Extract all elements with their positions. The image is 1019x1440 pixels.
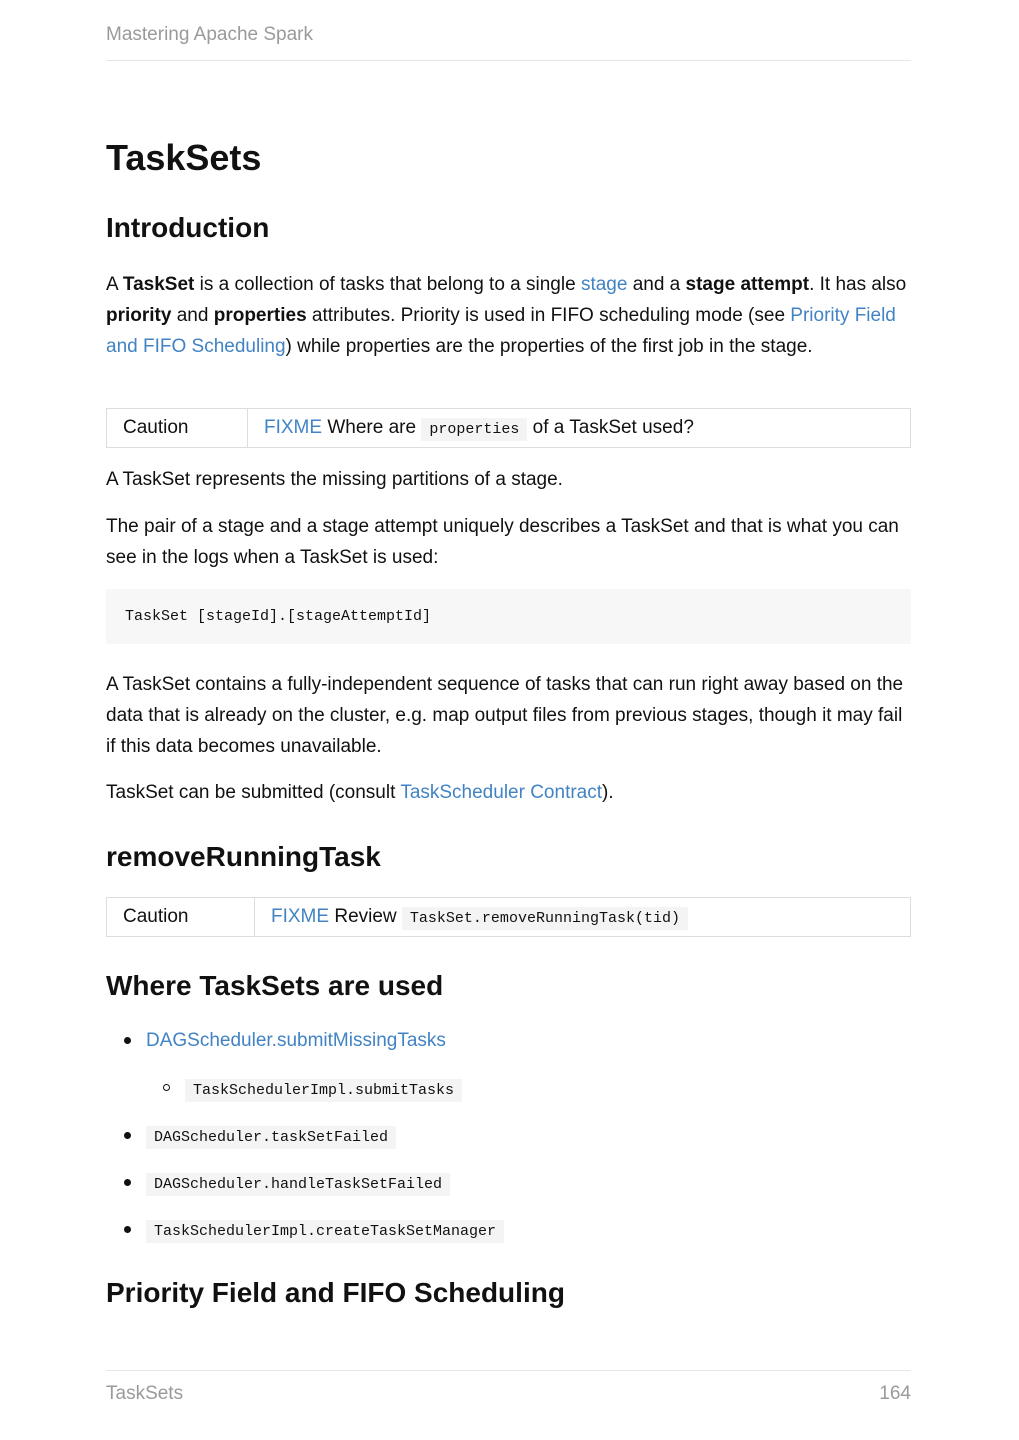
paragraph: The pair of a stage and a stage attempt uniquely describes a TaskSet and that is what you can see in the logs when a TaskSet is used:: [106, 516, 899, 568]
caution-label: Caution: [107, 409, 248, 447]
heading-removerunningtask: removeRunningTask: [106, 841, 381, 872]
text: A: [106, 274, 123, 295]
paragraph: A TaskSet represents the missing partitions of a stage.: [106, 469, 563, 490]
link-submitmissingtasks[interactable]: DAGScheduler.submitMissingTasks: [146, 1030, 446, 1051]
list-item: [146, 1029, 446, 1053]
running-header: Mastering Apache Spark: [106, 24, 314, 45]
list-item: [146, 1218, 504, 1244]
bullet-icon: [124, 1179, 131, 1186]
text: and a: [627, 274, 686, 295]
text: attributes. Priority is used in FIFO scheduling mode (see: [306, 305, 791, 326]
term-priority: priority: [106, 305, 172, 326]
caution-body: [248, 417, 694, 439]
list-item: [146, 1124, 396, 1150]
inline-code: TaskSchedulerImpl.createTaskSetManager: [146, 1220, 504, 1243]
link-priority-fifo[interactable]: Priority Field and FIFO Scheduling: [106, 305, 896, 357]
link-taskscheduler-contract[interactable]: TaskScheduler Contract: [400, 782, 603, 803]
inline-code: DAGScheduler.taskSetFailed: [146, 1126, 396, 1149]
heading-introduction: Introduction: [106, 212, 270, 243]
inline-code: DAGScheduler.handleTaskSetFailed: [146, 1173, 450, 1196]
inline-code: properties: [421, 418, 527, 441]
text: Review: [329, 906, 402, 927]
text: is a collection of tasks that belong to a single: [194, 274, 581, 295]
text: TaskSet can be submitted (consult: [106, 782, 401, 803]
bullet-icon: [124, 1226, 131, 1233]
text: ) while properties are the properties of the first job in the stage.: [285, 336, 813, 357]
circle-bullet-icon: [163, 1084, 170, 1091]
intro-paragraph: [106, 269, 911, 362]
paragraph: [106, 777, 911, 808]
caution-label: Caution: [107, 898, 255, 936]
inline-code: TaskSchedulerImpl.submitTasks: [185, 1079, 462, 1102]
fixme-link[interactable]: FIXME: [264, 417, 323, 438]
text: . It has also: [809, 274, 907, 295]
term-stage-attempt: stage attempt: [685, 274, 810, 295]
page-number: 164: [879, 1383, 911, 1404]
text: ).: [602, 782, 614, 803]
fixme-link[interactable]: FIXME: [271, 906, 330, 927]
term-taskset: TaskSet: [122, 274, 195, 295]
bullet-icon: [124, 1037, 131, 1044]
text: Where are: [322, 417, 422, 438]
heading-priority-fifo: Priority Field and FIFO Scheduling: [106, 1277, 565, 1308]
text: of a TaskSet used?: [527, 417, 694, 438]
footer-divider: [106, 1370, 911, 1371]
page-title: TaskSets: [106, 137, 262, 178]
caution-box: [106, 897, 911, 937]
list-item: [146, 1171, 450, 1197]
link-stage[interactable]: stage: [580, 274, 628, 295]
code-block: TaskSet [stageId].[stageAttemptId]: [106, 589, 911, 644]
bullet-icon: [124, 1132, 131, 1139]
paragraph: A TaskSet contains a fully-independent sequence of tasks that can run right away based on the data that is already on the cluster, e.g. map output files from previous stages, though it may fail if this data becomes unavailable.: [106, 674, 904, 757]
caution-body: [255, 906, 688, 928]
caution-box: [106, 408, 911, 448]
text: and: [171, 305, 214, 326]
nested-list-item: [185, 1077, 462, 1103]
term-properties: properties: [213, 305, 307, 326]
heading-where-used: Where TaskSets are used: [106, 970, 444, 1001]
inline-code: TaskSet.removeRunningTask(tid): [402, 907, 688, 930]
header-divider: [106, 60, 911, 61]
footer-section: TaskSets: [106, 1383, 184, 1404]
